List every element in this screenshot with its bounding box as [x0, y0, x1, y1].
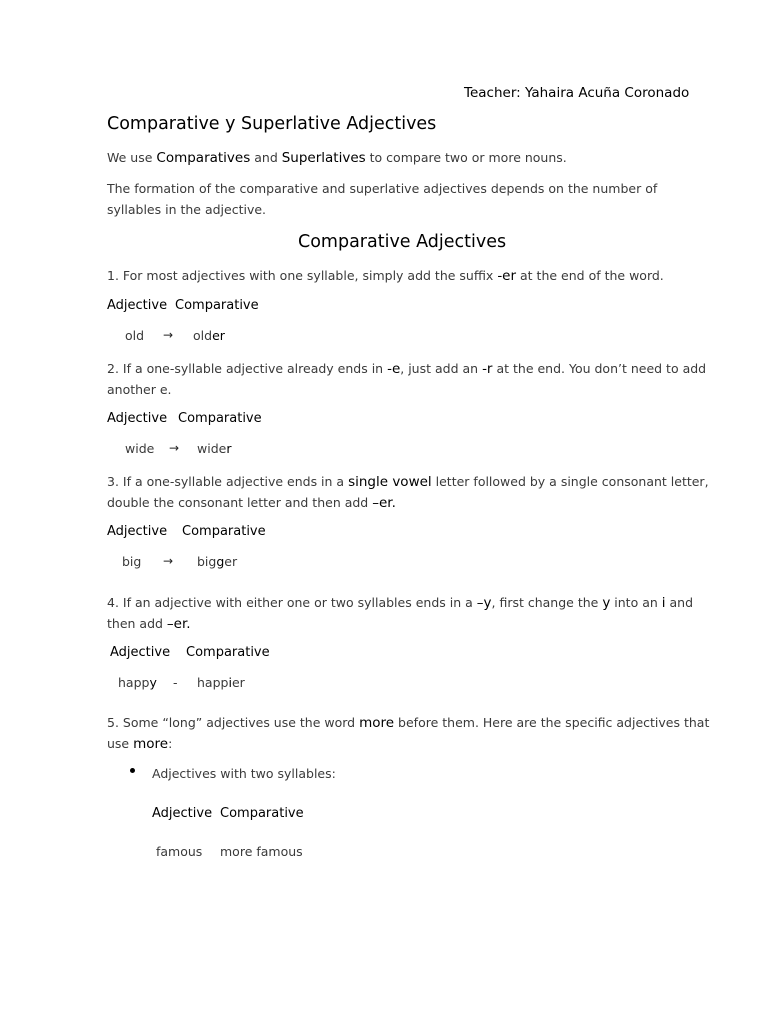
column-comparative: Comparative	[175, 298, 259, 313]
example-ending: er	[231, 675, 245, 690]
example-ending: er	[224, 554, 238, 569]
rule-4-text	[107, 592, 693, 614]
rule-key: -er	[497, 268, 517, 284]
rule-key: i	[661, 595, 666, 611]
example-adjective: big	[122, 554, 142, 569]
teacher-name: Teacher: Yahaira Acuña Coronado	[464, 85, 690, 101]
rule-2-text-line-2: another e.	[107, 382, 172, 397]
intro-text: and	[250, 150, 282, 165]
rule-text: , just add an	[400, 361, 483, 376]
column-adjective: Adjective	[107, 524, 168, 539]
example-ending: y	[149, 675, 157, 690]
example-comparative	[197, 554, 237, 569]
rule-1-text	[107, 265, 664, 287]
rule-text: into an	[610, 595, 662, 610]
rule-key: more	[359, 715, 395, 731]
formation-line-1: The formation of the comparative and superlative adjectives depends on the number of	[107, 181, 658, 196]
example-base: old	[193, 328, 213, 343]
column-comparative: Comparative	[182, 524, 266, 539]
column-comparative: Comparative	[178, 411, 262, 426]
rule-text: use	[107, 736, 134, 751]
rule-text: and	[665, 595, 694, 610]
rule-text: 4. If an adjective with either one or two syllables ends in a	[107, 595, 477, 610]
example-doubled-letter: g	[216, 554, 225, 569]
rule-3-text-line-2	[107, 492, 396, 514]
rule-4-text-line-2	[107, 613, 191, 635]
example-ending: r	[226, 441, 232, 456]
bullet-text: Adjectives with two syllables:	[152, 766, 336, 781]
example-comparative: more famous	[220, 844, 303, 859]
column-adjective: Adjective	[107, 298, 168, 313]
formation-line-2: syllables in the adjective.	[107, 202, 267, 217]
rule-text: at the end of the word.	[516, 268, 664, 283]
term-comparatives: Comparatives	[156, 150, 251, 166]
rule-key: -e	[387, 361, 401, 377]
rule-key: single vowel	[348, 474, 432, 490]
rule-3-text	[107, 471, 709, 493]
column-adjective: Adjective	[152, 806, 213, 821]
example-base: happ	[197, 675, 229, 690]
rule-key: –er.	[372, 495, 396, 511]
rule-text: 3. If a one-syllable adjective ends in a	[107, 474, 349, 489]
rule-key: y	[602, 595, 611, 611]
intro-text: to compare two or more nouns.	[365, 150, 567, 165]
intro-paragraph	[107, 147, 567, 169]
bullet-icon	[130, 768, 135, 773]
example-adjective: wide	[125, 441, 155, 456]
arrow-icon: →	[163, 554, 174, 568]
example-base: wide	[197, 441, 227, 456]
example-ending: er	[212, 328, 225, 343]
rule-text: 5. Some “long” adjectives use the word	[107, 715, 360, 730]
arrow-icon: →	[169, 441, 180, 455]
example-adjective	[118, 675, 157, 690]
rule-key: more	[133, 736, 169, 752]
example-adjective: old	[125, 328, 145, 343]
rule-2-text	[107, 358, 706, 380]
intro-text: We use	[107, 150, 157, 165]
page-title: Comparative y Superlative Adjectives	[107, 114, 437, 134]
rule-text: double the consonant letter and then add	[107, 495, 373, 510]
arrow-icon: →	[163, 328, 174, 342]
rule-key: –er.	[166, 616, 191, 632]
example-base: big	[197, 554, 217, 569]
section-title: Comparative Adjectives	[298, 232, 507, 252]
rule-text: at the end. You don’t need to add	[492, 361, 707, 376]
rule-text: before them. Here are the specific adjectives that	[394, 715, 710, 730]
rule-text: then add	[107, 616, 167, 631]
rule-key: -r	[482, 361, 493, 377]
rule-text: letter followed by a single consonant letter,	[431, 474, 709, 489]
column-comparative: Comparative	[186, 645, 270, 660]
example-comparative	[197, 441, 231, 456]
rule-text: 1. For most adjectives with one syllable, simply add the suffix	[107, 268, 498, 283]
example-base: happ	[118, 675, 150, 690]
rule-5-text-line-2	[107, 733, 172, 755]
rule-5-text	[107, 712, 709, 734]
term-superlatives: Superlatives	[281, 150, 366, 166]
rule-text: , first change the	[491, 595, 603, 610]
rule-key: –y	[476, 595, 492, 611]
column-comparative: Comparative	[220, 806, 304, 821]
example-adjective: famous	[156, 844, 203, 859]
example-changed-letter: i	[228, 675, 232, 690]
rule-text: :	[168, 736, 173, 751]
example-comparative	[197, 675, 245, 690]
dash-separator: -	[173, 675, 178, 690]
rule-text: 2. If a one-syllable adjective already ends in	[107, 361, 388, 376]
column-adjective: Adjective	[107, 411, 168, 426]
column-adjective: Adjective	[110, 645, 171, 660]
example-comparative	[193, 328, 225, 343]
